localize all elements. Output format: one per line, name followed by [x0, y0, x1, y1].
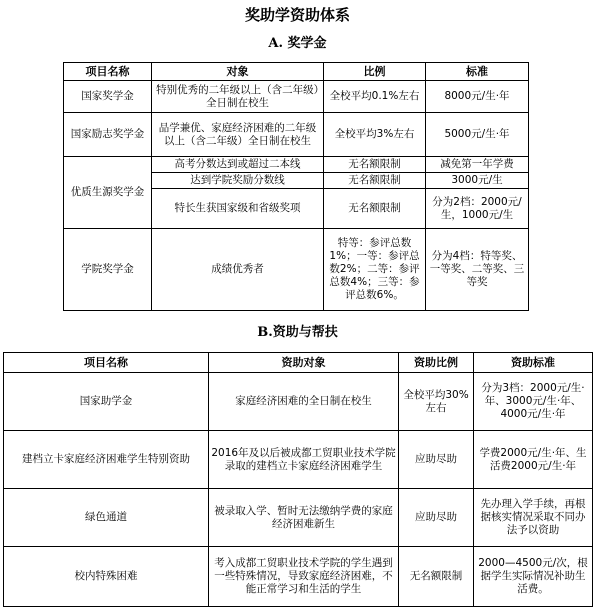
row-ratio: 全校平均3%左右: [324, 113, 426, 157]
row-name: 国家助学金: [4, 373, 209, 431]
row-ratio: 全校平均30%左右: [399, 373, 474, 431]
row-standard: 减免第一年学费: [426, 157, 529, 173]
row-ratio: 无名额限制: [399, 547, 474, 607]
row-standard: 分为3档：2000元/生·年、3000元/生·年、4000元/生·年: [474, 373, 593, 431]
row-standard: 分为4档：特等奖、一等奖、二等奖、三等奖: [426, 229, 529, 311]
row-name: 国家励志奖学金: [64, 113, 152, 157]
row-target: 2016年及以后被成都工贸职业技术学院录取的建档立卡家庭经济困难学生: [209, 431, 399, 489]
scholarship-table: [63, 62, 529, 311]
table-row: [64, 157, 529, 173]
row-name: 优质生源奖学金: [64, 157, 152, 229]
row-ratio: 无名额限制: [324, 173, 426, 189]
row-name: 绿色通道: [4, 489, 209, 547]
table-header-row: [4, 353, 593, 373]
row-ratio: 应助尽助: [399, 489, 474, 547]
table-row: [4, 489, 593, 547]
row-target: 品学兼优、家庭经济困难的二年级以上（含二年级）全日制在校生: [152, 113, 324, 157]
table-row: [4, 373, 593, 431]
row-standard: 学费2000元/生·年、生活费2000元/生·年: [474, 431, 593, 489]
row-ratio: 无名额限制: [324, 189, 426, 229]
row-target: 特长生获国家级和省级奖项: [152, 189, 324, 229]
col-header-standard: 资助标准: [474, 353, 593, 373]
table-row: [4, 547, 593, 607]
col-header-ratio: 资助比例: [399, 353, 474, 373]
table-row: [4, 431, 593, 489]
row-name: 建档立卡家庭经济困难学生特别资助: [4, 431, 209, 489]
table-header-row: [64, 63, 529, 81]
row-ratio: 全校平均0.1%左右: [324, 81, 426, 113]
col-header-ratio: 比例: [324, 63, 426, 81]
section-a-heading: A. 奖学金: [268, 36, 327, 51]
row-target: 成绩优秀者: [152, 229, 324, 311]
row-target: 达到学院奖励分数线: [152, 173, 324, 189]
col-header-name: 项目名称: [4, 353, 209, 373]
row-target: 被录取入学、暂时无法缴纳学费的家庭经济困难新生: [209, 489, 399, 547]
row-ratio: 无名额限制: [324, 157, 426, 173]
row-standard: 分为2档：2000元/生，1000元/生: [426, 189, 529, 229]
col-header-target: 资助对象: [209, 353, 399, 373]
row-standard: 先办理入学手续，再根据核实情况采取不同办法予以资助: [474, 489, 593, 547]
assistance-table: [3, 352, 593, 607]
table-row: [64, 229, 529, 311]
row-standard: 3000元/生: [426, 173, 529, 189]
row-ratio: 特等：参评总数1%；一等：参评总数2%；二等：参评总数4%；三等：参评总数6%。: [324, 229, 426, 311]
row-standard: 5000元/生·年: [426, 113, 529, 157]
row-target: 特别优秀的二年级以上（含二年级）全日制在校生: [152, 81, 324, 113]
row-standard: 8000元/生·年: [426, 81, 529, 113]
row-target: 家庭经济困难的全日制在校生: [209, 373, 399, 431]
row-name: 学院奖学金: [64, 229, 152, 311]
row-standard: 2000—4500元/次，根据学生实际情况补助生活费。: [474, 547, 593, 607]
row-name: 国家奖学金: [64, 81, 152, 113]
col-header-target: 对象: [152, 63, 324, 81]
row-ratio: 应助尽助: [399, 431, 474, 489]
table-row: [64, 81, 529, 113]
row-target: 考入成都工贸职业技术学院的学生遇到一些特殊情况，导致家庭经济困难，不能正常学习和生活的学生: [209, 547, 399, 607]
col-header-name: 项目名称: [64, 63, 152, 81]
page-title: 奖助学资助体系: [244, 6, 350, 24]
section-b-heading: B.资助与帮扶: [257, 325, 338, 340]
col-header-standard: 标准: [426, 63, 529, 81]
table-row: [64, 113, 529, 157]
row-target: 高考分数达到或超过二本线: [152, 157, 324, 173]
row-name: 校内特殊困难: [4, 547, 209, 607]
